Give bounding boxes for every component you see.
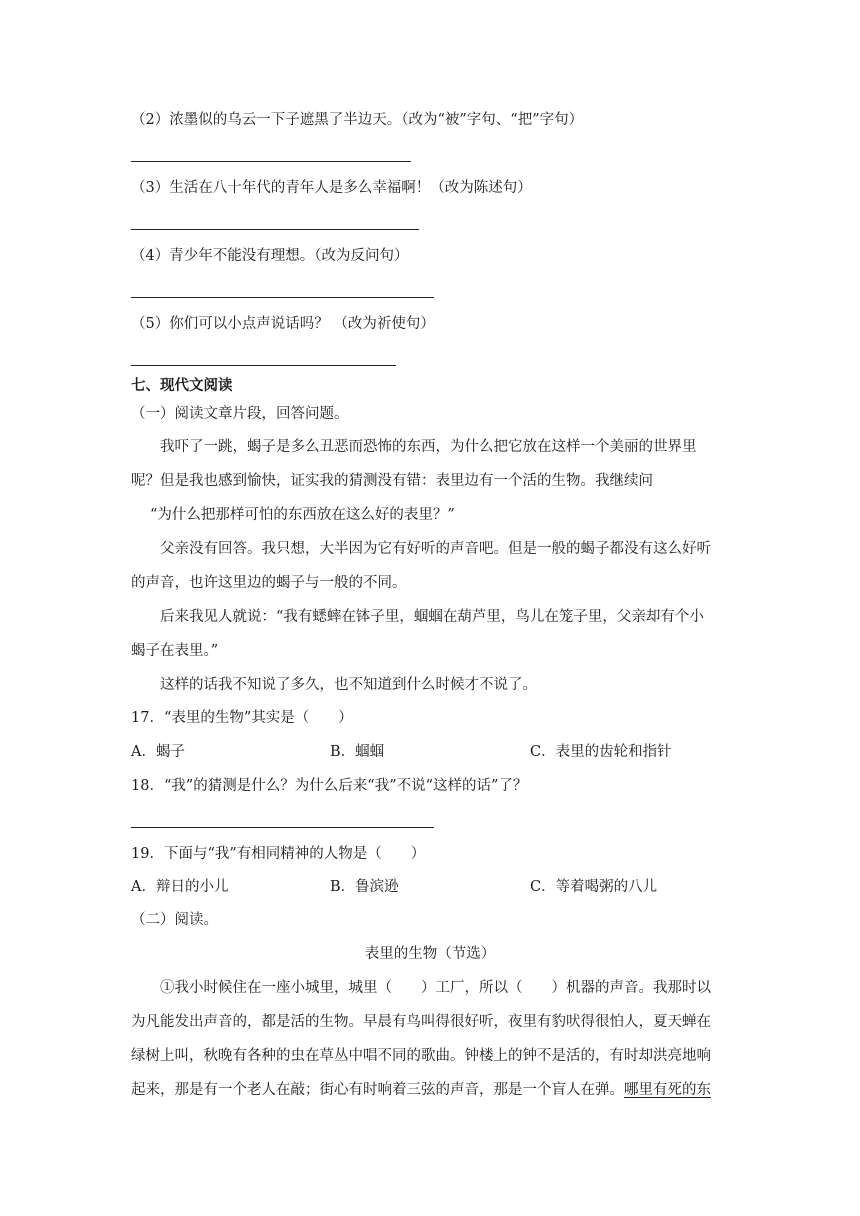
question-4-rewrite: （4）青少年不能没有理想。（改为反问句） — [131, 248, 409, 264]
passage-line: 父亲没有回答。我只想，大半因为它有好听的声音吧。但是一般的蝎子都没有这么好听 — [160, 541, 711, 557]
article-line: 为凡能发出声音的，都是活的生物。早晨有鸟叫得很好听，夜里有豹吠得很怕人，夏天蝉在 — [131, 1014, 711, 1030]
question-19-option-b: B．鲁滨逊 — [330, 879, 399, 895]
question-17-option-b: B．蝈蝈 — [330, 744, 385, 760]
part1-instruction: （一）阅读文章片段，回答问题。 — [131, 406, 349, 422]
answer-line-2 — [131, 161, 411, 162]
passage-line: “为什么把那样可怕的东西放在这么好的表里？” — [150, 507, 455, 523]
passage-line: 呢？但是我也感到愉快，证实我的猜测没有错：表里边有一个活的生物。我继续问 — [131, 473, 653, 489]
question-17-option-c: C．表里的齿轮和指针 — [530, 744, 672, 760]
question-19-stem: 19．下面与“我”有相同精神的人物是（ ） — [131, 846, 426, 862]
answer-line-3 — [131, 229, 419, 230]
article-line-text: 起来，那是有一个老人在敲；街心有时响着三弦的声音，那是一个盲人在弹。 — [131, 1082, 624, 1098]
passage-line: 蝎子在表里。” — [131, 643, 219, 659]
answer-line-4 — [131, 297, 434, 298]
question-5-rewrite: （5）你们可以小点声说话吗？ （改为祈使句） — [131, 316, 435, 332]
answer-line-5 — [131, 365, 396, 366]
underlined-sentence: 哪里有死的东 — [624, 1082, 711, 1098]
section-heading: 七、现代文阅读 — [131, 378, 233, 394]
article-line-last — [131, 1080, 711, 1100]
article-title: 表里的生物（节选） — [364, 946, 496, 962]
answer-line-18 — [131, 827, 434, 828]
question-3-rewrite: （3）生活在八十年代的青年人是多么幸福啊！（改为陈述句） — [131, 180, 532, 196]
passage-line: 的声音，也许这里边的蝎子与一般的不同。 — [131, 575, 407, 591]
question-2-rewrite: （2）浓墨似的乌云一下子遮黑了半边天。（改为“被”字句、“把”字句） — [131, 112, 584, 128]
passage-line: 我吓了一跳，蝎子是多么丑恶而恐怖的东西，为什么把它放在这样一个美丽的世界里 — [160, 439, 697, 455]
question-19-option-c: C．等着喝粥的八儿 — [530, 879, 658, 895]
question-17-option-a: A．蝎子 — [131, 744, 185, 760]
question-19-option-a: A．辩日的小儿 — [131, 879, 229, 895]
passage-line: 这样的话我不知说了多久，也不知道到什么时候才不说了。 — [160, 677, 537, 693]
part2-instruction: （二）阅读。 — [131, 912, 218, 928]
question-18-stem: 18．“我”的猜测是什么？为什么后来“我”不说“这样的话”了？ — [131, 778, 528, 794]
passage-line: 后来我见人就说：“我有蟋蟀在钵子里，蝈蝈在葫芦里，鸟儿在笼子里，父亲却有个小 — [160, 609, 704, 625]
question-17-stem: 17．“表里的生物”其实是（ ） — [131, 710, 353, 726]
article-line: ①我小时候住在一座小城里，城里（ ）工厂，所以（ ）机器的声音。我那时以 — [160, 980, 711, 996]
article-line: 绿树上叫，秋晚有各种的虫在草丛中唱不同的歌曲。钟楼上的钟不是活的，有时却洪亮地响 — [131, 1048, 711, 1064]
